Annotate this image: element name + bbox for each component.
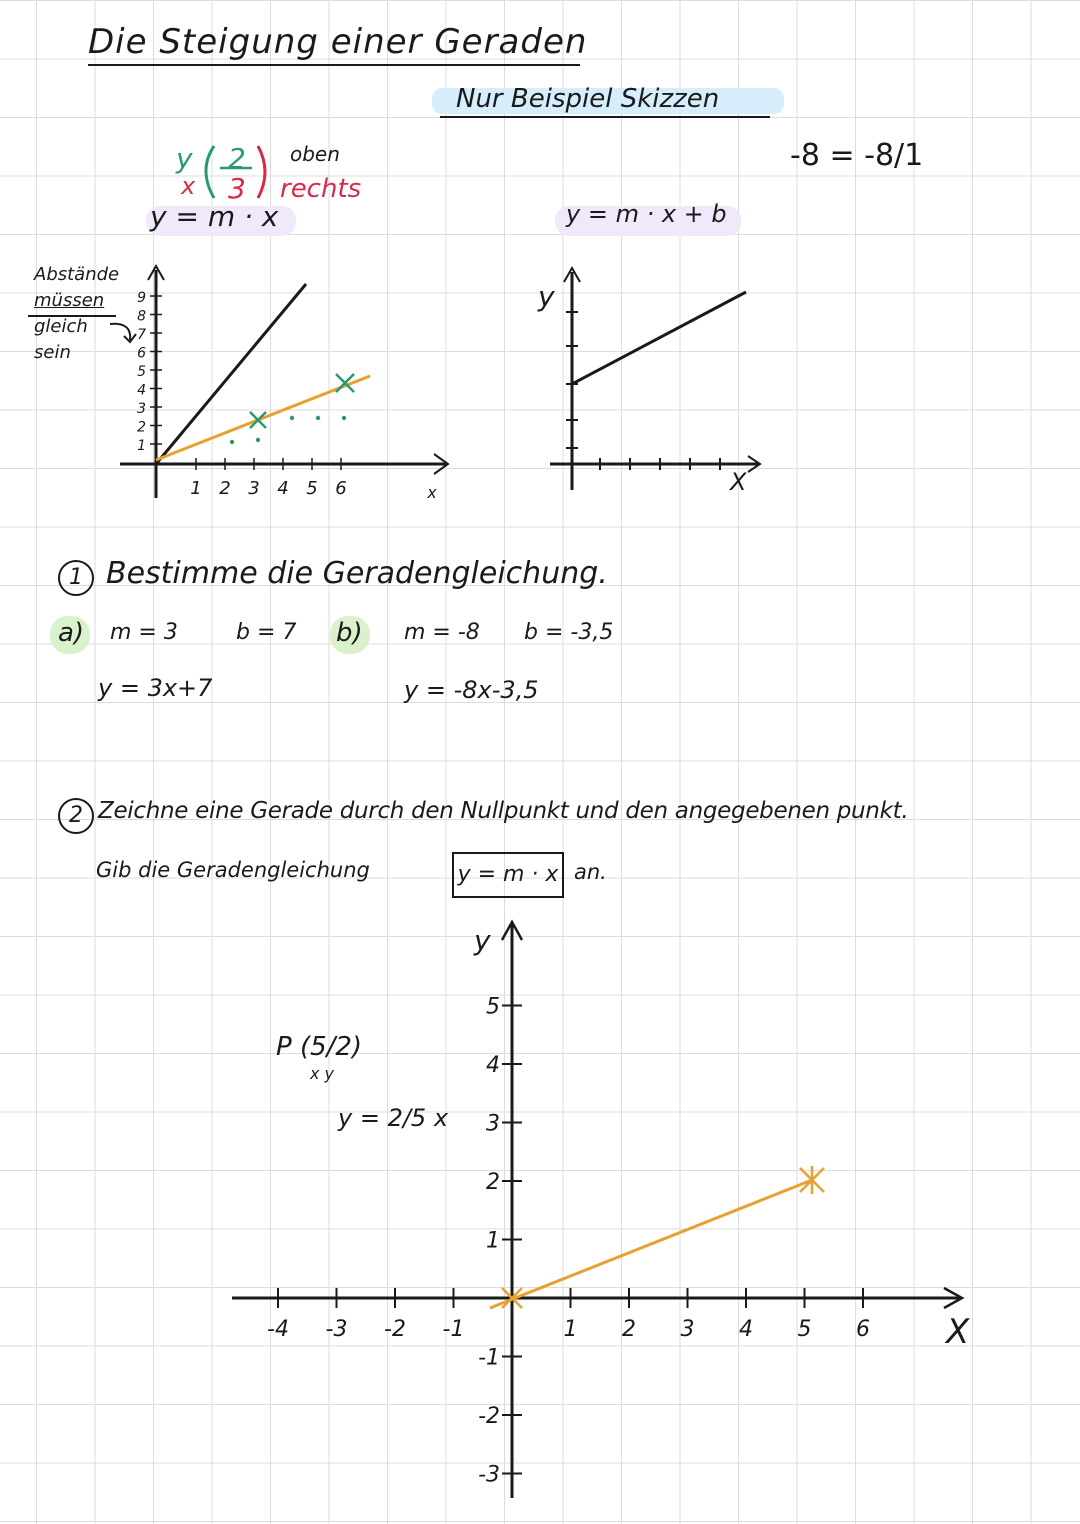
coord-x-tick-label: -1 — [442, 1317, 465, 1342]
step-dots — [230, 416, 346, 444]
task1-a-label: a) — [58, 618, 85, 648]
boxed-formula: y = m · x — [452, 852, 564, 898]
left-y-tick-label: 3 — [137, 401, 146, 417]
coord-y-label: y — [474, 924, 491, 957]
left-x-tick-label: 6 — [335, 478, 347, 499]
coord-y-tick-label: -3 — [478, 1462, 500, 1488]
coord-x-tick-label: 5 — [797, 1317, 812, 1342]
left-x-tick-label: 1 — [190, 478, 202, 499]
coord-y-tick-label: 1 — [486, 1228, 500, 1254]
left-sketch-y-ticks — [137, 290, 162, 454]
coord-x-tick-label: -3 — [325, 1317, 348, 1342]
note-arrow — [110, 324, 130, 340]
note-muessen: müssen — [34, 290, 105, 311]
task1-b-label: b) — [336, 618, 363, 648]
right-sketch-line — [572, 292, 746, 384]
task1-a-b: b = 7 — [236, 620, 297, 645]
subtitle: Nur Beispiel Skizzen — [456, 84, 720, 114]
graph-line — [490, 1180, 812, 1308]
coord-y-tick-label: 3 — [486, 1111, 500, 1137]
task1-a-m: m = 3 — [110, 620, 178, 645]
coord-y-tick-label: 4 — [486, 1053, 500, 1078]
left-y-tick-label: 2 — [137, 419, 146, 436]
note-sein: sein — [34, 342, 71, 363]
coord-x-label: X — [946, 1312, 970, 1352]
task2-number-badge: 2 — [58, 798, 94, 834]
coord-x-tick-label: 1 — [563, 1317, 578, 1342]
point-p-marker — [800, 1166, 824, 1194]
slope-x-label: x — [181, 172, 196, 200]
coord-y-tick-label: -2 — [478, 1404, 500, 1429]
task2-instruction-2: Gib die Geradengleichung — [96, 858, 370, 882]
point-label: P (5/2) — [276, 1032, 363, 1062]
left-y-tick-label: 1 — [137, 438, 146, 454]
coord-x-tick-label: 6 — [856, 1317, 870, 1342]
slope-denominator: 3 — [228, 172, 246, 205]
left-x-axis-label: x — [427, 483, 437, 502]
task2-instruction: Zeichne eine Gerade durch den Nullpunkt und den angegebenen punkt. — [98, 798, 909, 824]
coord-y-tick-label: -1 — [478, 1345, 500, 1371]
left-y-tick-label: 7 — [137, 327, 146, 343]
task1-b-b: b = -3,5 — [524, 620, 614, 645]
slope-numerator: 2 — [228, 142, 246, 175]
coord-y-tick-label: 5 — [486, 994, 500, 1020]
slope-bracket-right — [258, 146, 265, 198]
note-abstaende: Abstände — [34, 264, 120, 285]
slope-y-label: y — [176, 142, 193, 175]
sketch-right-y-label: y — [538, 280, 555, 313]
left-x-tick-label: 5 — [306, 478, 318, 499]
steep-line — [156, 284, 306, 464]
rechts-label: rechts — [280, 174, 362, 204]
note-gleich: gleich — [34, 316, 88, 337]
left-x-tick-label: 2 — [219, 478, 231, 499]
sketch-right-x-label: X — [730, 468, 747, 496]
coord-x-tick-label: -4 — [267, 1317, 289, 1342]
left-y-tick-label: 8 — [137, 308, 146, 325]
left-y-tick-label: 5 — [137, 364, 146, 380]
formula-y-mx-b: y = m · x + b — [566, 200, 727, 228]
equation-label: y = 2/5 x — [338, 1104, 449, 1132]
coord-x-tick-label: 2 — [622, 1317, 636, 1342]
task1-a-result: y = 3x+7 — [98, 674, 213, 702]
coord-x-tick-label: -2 — [384, 1317, 406, 1342]
task1-b-m: m = -8 — [404, 620, 480, 645]
coord-x-tick-label: 3 — [680, 1317, 695, 1342]
left-y-tick-label: 4 — [137, 382, 146, 399]
page-title: Die Steigung einer Geraden — [88, 22, 588, 62]
coord-x-tick-label: 4 — [739, 1317, 753, 1342]
task1-number-badge: 1 — [58, 560, 94, 596]
coord-y-tick-label: 2 — [486, 1170, 500, 1195]
task2-instruction-end: an. — [574, 860, 607, 884]
left-y-tick-label: 6 — [137, 345, 146, 362]
oben-label: oben — [290, 142, 340, 166]
coord-ticks — [267, 995, 870, 1488]
left-y-tick-label: 9 — [137, 290, 146, 306]
cross-marker-1 — [250, 412, 266, 428]
slope-fraction-note: -8 = -8/1 — [790, 138, 924, 173]
left-x-tick-label: 3 — [248, 478, 260, 499]
right-sketch-ticks — [566, 312, 720, 470]
task1-title: Bestimme die Geradengleichung. — [106, 556, 608, 591]
task1-b-result: y = -8x-3,5 — [404, 676, 539, 704]
left-x-tick-label: 4 — [277, 478, 289, 499]
formula-y-mx: y = m · x — [150, 200, 279, 233]
point-xy-sub: x y — [310, 1064, 335, 1083]
slope-bracket-left — [206, 146, 214, 198]
